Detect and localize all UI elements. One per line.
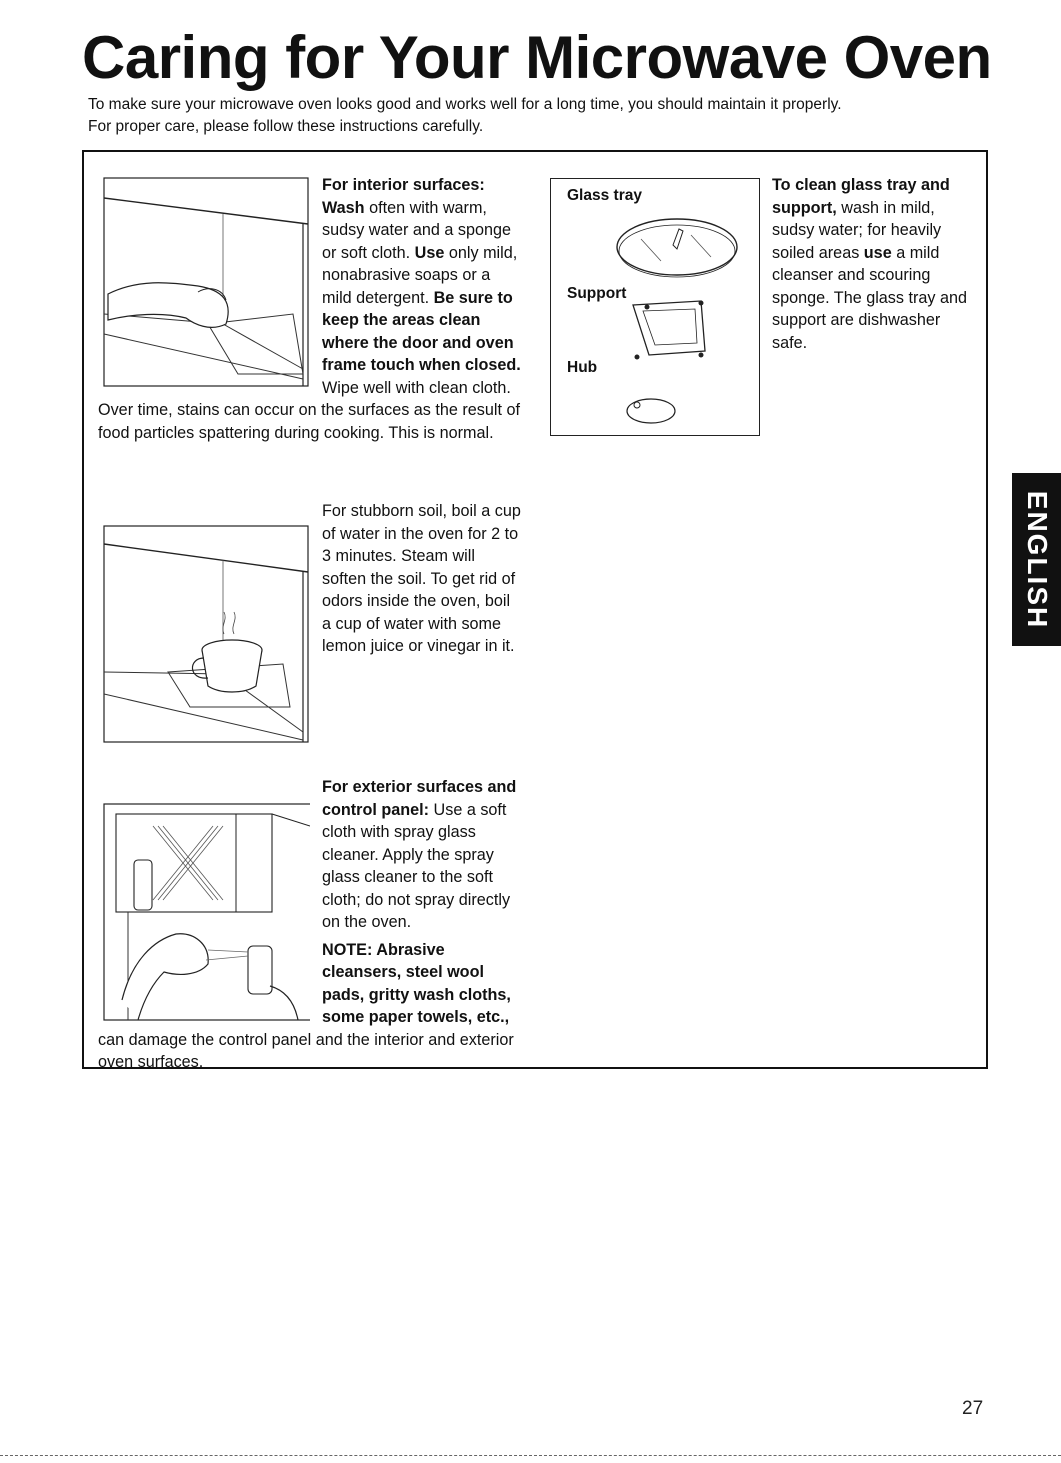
- interior-text-2: only mild, nonabrasive soaps or a mild detergent.: [322, 243, 518, 307]
- interior-text-3: Wipe well with clean cloth. Over time, stains can occur on the surfaces as the result of food particles spattering during cooking. This is normal.: [98, 378, 520, 442]
- bottom-rule: [0, 1455, 1061, 1456]
- interior-text-1: often with warm, sudsy water and a sponge or soft cloth.: [322, 198, 511, 262]
- exterior-note: NOTE: Abrasive cleansers, steel wool pads, gritty wash cloths, some paper towels, etc.,: [322, 940, 511, 1026]
- boiling-cup-illustration: [98, 522, 310, 744]
- glass-tray-heading: To clean glass tray and support,: [772, 176, 950, 217]
- interior-wipe-illustration: [98, 174, 310, 388]
- glass-tray-use-emphasis: use: [863, 243, 892, 262]
- care-instructions-box: [82, 150, 988, 1069]
- language-tab: [1012, 473, 1061, 646]
- interior-use-emphasis: Use: [414, 243, 445, 262]
- stubborn-soil-text: For stubborn soil, boil a cup of water in the oven for 2 to 3 minutes. Steam will soften the soil. To get rid of odors inside the oven, boil a cup of water with some lemon juice or vinegar in it.: [322, 502, 521, 655]
- interior-section: [98, 174, 523, 444]
- intro-text: To make sure your microwave oven looks good and works well for a long time, you should maintain it properly. For proper care, please follow these instructions carefully.: [88, 96, 842, 135]
- page-number: 27: [962, 1398, 984, 1419]
- glass-tray-section: [550, 174, 970, 440]
- page-title: Caring for Your Microwave Oven: [82, 24, 992, 91]
- hub-label: Hub: [567, 359, 598, 376]
- glass-tray-label: Glass tray: [567, 187, 642, 204]
- language-tab-label: ENGLISH: [1021, 490, 1053, 629]
- exterior-text-2: can damage the control panel and the interior and exterior oven surfaces.: [98, 1030, 514, 1071]
- interior-heading: For interior surfaces:: [322, 176, 485, 194]
- glass-tray-diagram: [551, 179, 759, 435]
- exterior-section: [98, 776, 523, 1074]
- glass-tray-text-2: a mild cleanser and scouring sponge. The glass tray and support are dishwasher safe.: [772, 243, 967, 352]
- glass-tray-figure: [550, 178, 760, 436]
- spray-cleaner-illustration: [98, 800, 310, 1022]
- interior-be-sure-emphasis: Be sure to keep the areas clean where the door and oven frame touch when closed.: [322, 288, 521, 374]
- exterior-text-1: Use a soft cloth with spray glass cleaner. Apply the spray glass cleaner to the soft cloth; do not spray directly on the oven.: [322, 800, 511, 931]
- support-label: Support: [567, 285, 627, 302]
- exterior-heading: For exterior surfaces and control panel:: [322, 778, 517, 819]
- stubborn-soil-section: [98, 500, 523, 748]
- interior-wash-emphasis: Wash: [322, 198, 365, 217]
- glass-tray-text-1: wash in mild, sudsy water; for heavily soiled areas: [772, 198, 942, 262]
